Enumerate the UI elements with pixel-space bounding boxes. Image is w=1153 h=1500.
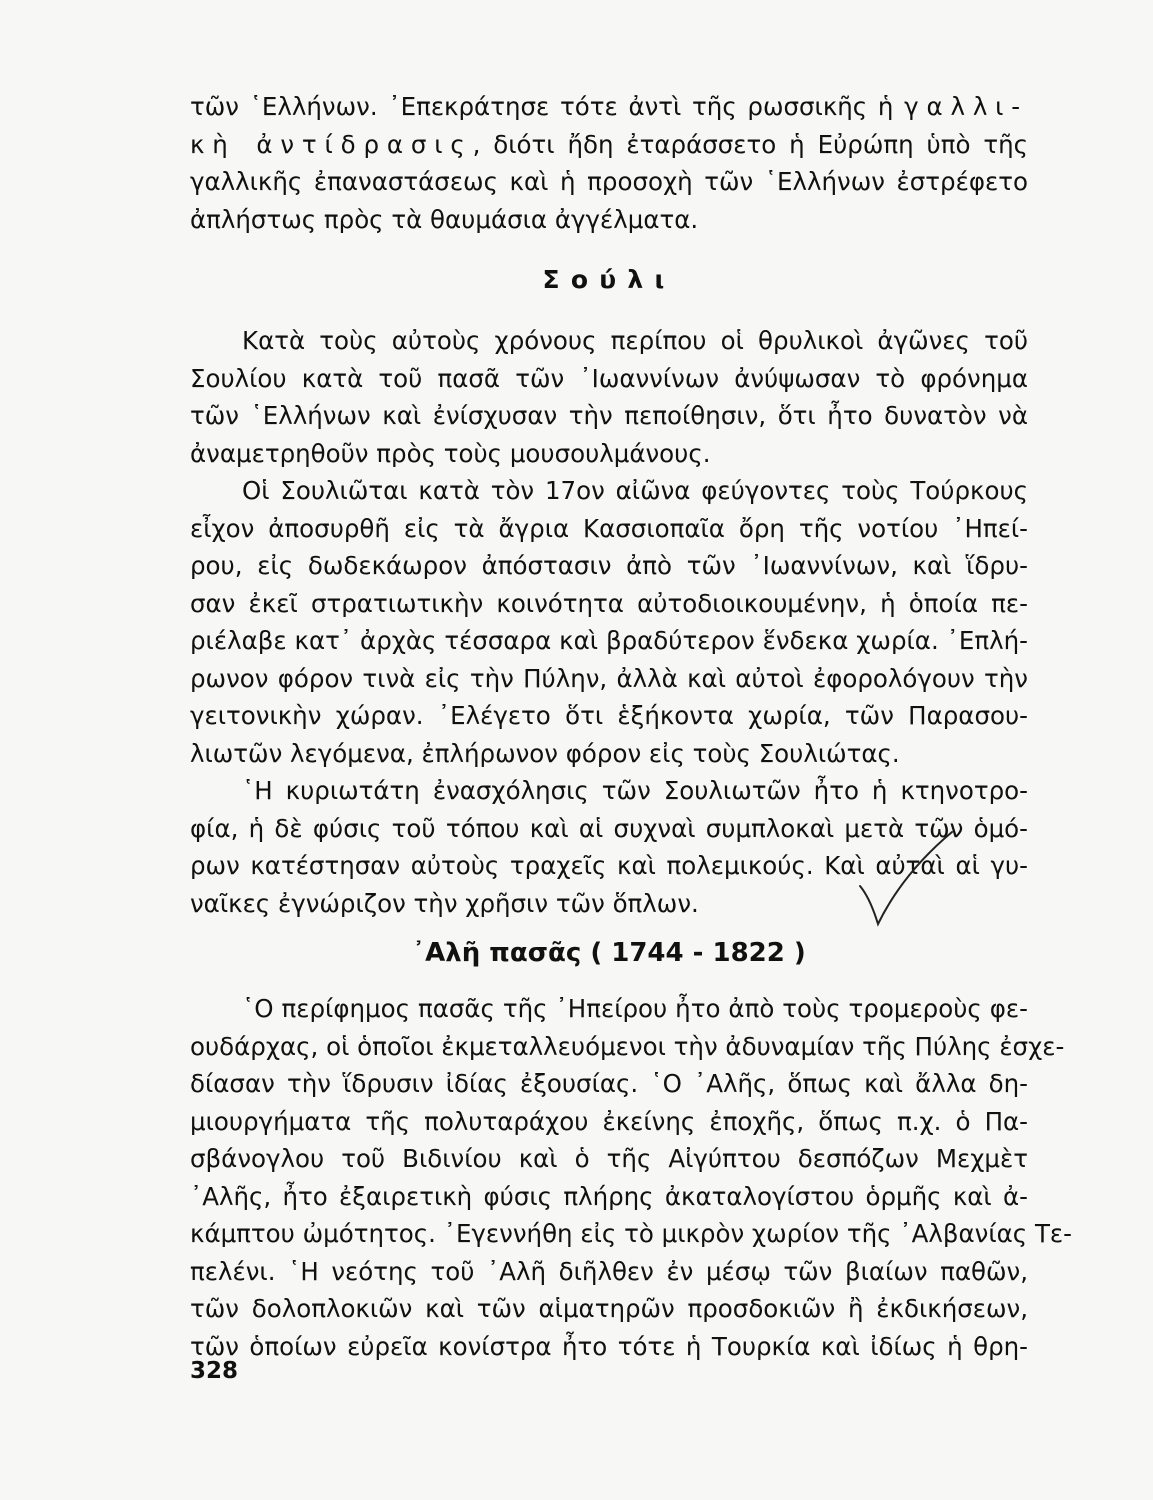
text-line: ἀπλήστως πρὸς τὰ θαυμάσια ἀγγέλματα. — [190, 204, 699, 234]
text-line: ᾿Αλῆς, ἦτο ἐξαιρετικὴ φύσις πλήρης ἀκαταλογίστου ὁρμῆς καὶ ἀ- — [190, 1181, 1028, 1211]
text-line: ρου, εἰς δωδεκάωρον ἀπόστασιν ἀπὸ τῶν ᾿Ιωαννίνων, καὶ ἵδρυ- — [190, 551, 1028, 580]
text-line: εἶχον ἀποσυρθῆ εἰς τὰ ἄγρια Κασσιοπαῖα ὄρη τῆς νοτίου ᾿Ηπεί- — [190, 513, 1028, 543]
text-line: τῶν ῾Ελλήνων καὶ ἐνίσχυσαν τὴν πεποίθησιν, ὅτι ἦτο δυνατὸν νὰ — [190, 401, 1028, 430]
text-line: σαν ἐκεῖ στρατιωτικὴν κοινότητα αὐτοδιοικουμένην, ἡ ὁποία πε- — [190, 588, 1028, 618]
text-line: ἀναμετρηθοῦν πρὸς τοὺς μουσουλμάνους. — [190, 438, 711, 468]
text-line: πελένι. ῾Η νεότης τοῦ ᾿Αλῆ διῆλθεν ἐν μέσῳ τῶν βιαίων παθῶν, — [190, 1256, 1028, 1286]
text-line: κάμπτου ὠμότητος. ᾿Εγεννήθη εἰς τὸ μικρὸν χωρίον τῆς ᾿Αλβανίας Τε- — [190, 1219, 1072, 1248]
text-line: ριέλαβε κατ᾿ ἀρχὰς τέσσαρα καὶ βραδύτερον ἕνδεκα χωρία. ᾿Επλή- — [190, 626, 1028, 655]
text-line: γειτονικὴν χώραν. ᾿Ελέγετο ὅτι ἑξήκοντα χωρία, τῶν Παρασου- — [190, 701, 1028, 730]
section-heading-souli: Σούλι — [542, 265, 676, 294]
page-number: 328 — [190, 1358, 239, 1384]
text-line: Κατὰ τοὺς αὐτοὺς χρόνους περίπου οἱ θρυλικοὶ ἀγῶνες τοῦ — [242, 326, 1028, 355]
text-line: φία, ἡ δὲ φύσις τοῦ τόπου καὶ αἱ συχναὶ συμπλοκαὶ μετὰ τῶν ὁμό- — [190, 813, 1028, 843]
text-line: Οἱ Σουλιῶται κατὰ τὸν 17ον αἰῶνα φεύγοντες τοὺς Τούρκους — [242, 476, 1028, 505]
text-line: σβάνογλου τοῦ Βιδινίου καὶ ὁ τῆς Αἰγύπτου δεσπόζων Μεχμὲτ — [190, 1144, 1028, 1173]
section-heading-ali-pasha: ᾿Αλῆ πασᾶς ( 1744 - 1822 ) — [412, 938, 806, 968]
text-line: ῾Η κυριωτάτη ἐνασχόλησις τῶν Σουλιωτῶν ἦτο ἡ κτηνοτρο- — [242, 776, 1028, 805]
intro-paragraph — [190, 88, 1028, 238]
text-line: ρων κατέστησαν αὐτοὺς τραχεῖς καὶ πολεμικούς. Καὶ αὐταὶ αἱ γυ- — [190, 851, 1028, 880]
text-line: τῶν ῾Ελλήνων. ᾿Επεκράτησε τότε ἀντὶ τῆς ρωσσικῆς ἡ γαλλι- — [190, 92, 1028, 121]
text-line: μιουργήματα τῆς πολυταράχου ἐκείνης ἐποχῆς, ὅπως π.χ. ὁ Πα- — [190, 1106, 1028, 1136]
text-line: δίασαν τὴν ἵδρυσιν ἰδίας ἐξουσίας. ῾Ο ᾿Αλῆς, ὅπως καὶ ἄλλα δη- — [190, 1069, 1028, 1098]
text-line: ρωνον φόρον τινὰ εἰς τὴν Πύλην, ἀλλὰ καὶ αὐτοὶ ἐφορολόγουν τὴν — [190, 663, 1028, 693]
emphasized-text: κὴ ἀντίδρασις — [190, 129, 473, 159]
text-line: τῶν δολοπλοκιῶν καὶ τῶν αἱματηρῶν προσδοκιῶν ἢ ἐκδικήσεων, — [190, 1294, 1028, 1323]
text-line: ῾Ο περίφημος πασᾶς τῆς ᾿Ηπείρου ἦτο ἀπὸ τοὺς τρομεροὺς φε- — [242, 994, 1028, 1023]
text-line: γαλλικῆς ἐπαναστάσεως καὶ ἡ προσοχὴ τῶν ῾Ελλήνων ἐστρέφετο — [190, 167, 1028, 196]
text-line: κὴ ἀντίδρασις, διότι ἤδη ἐταράσσετο ἡ Εὐρώπη ὑπὸ τῆς — [190, 129, 1028, 159]
text-line: τῶν ὁποίων εὐρεῖα κονίστρα ἦτο τότε ἡ Τουρκία καὶ ἰδίως ἡ θρη- — [190, 1331, 1028, 1361]
handwritten-checkmark-icon — [848, 828, 958, 940]
text-line: λιωτῶν λεγόμενα, ἐπλήρωνον φόρον εἰς τοὺς Σουλιώτας. — [190, 738, 900, 768]
text-line: ουδάρχας, οἱ ὁποῖοι ἐκμεταλλευόμενοι τὴν ἀδυναμίαν τῆς Πύλης ἐσχε- — [190, 1031, 1065, 1061]
emphasized-text: γαλλι- — [904, 92, 1028, 121]
text-line: ναῖκες ἐγνώριζον τὴν χρῆσιν τῶν ὅπλων. — [190, 888, 699, 918]
ali-pasha-section — [190, 990, 1072, 1365]
text-line: Σουλίου κατὰ τοῦ πασᾶ τῶν ᾿Ιωαννίνων ἀνύψωσαν τὸ φρόνημα — [190, 363, 1028, 393]
